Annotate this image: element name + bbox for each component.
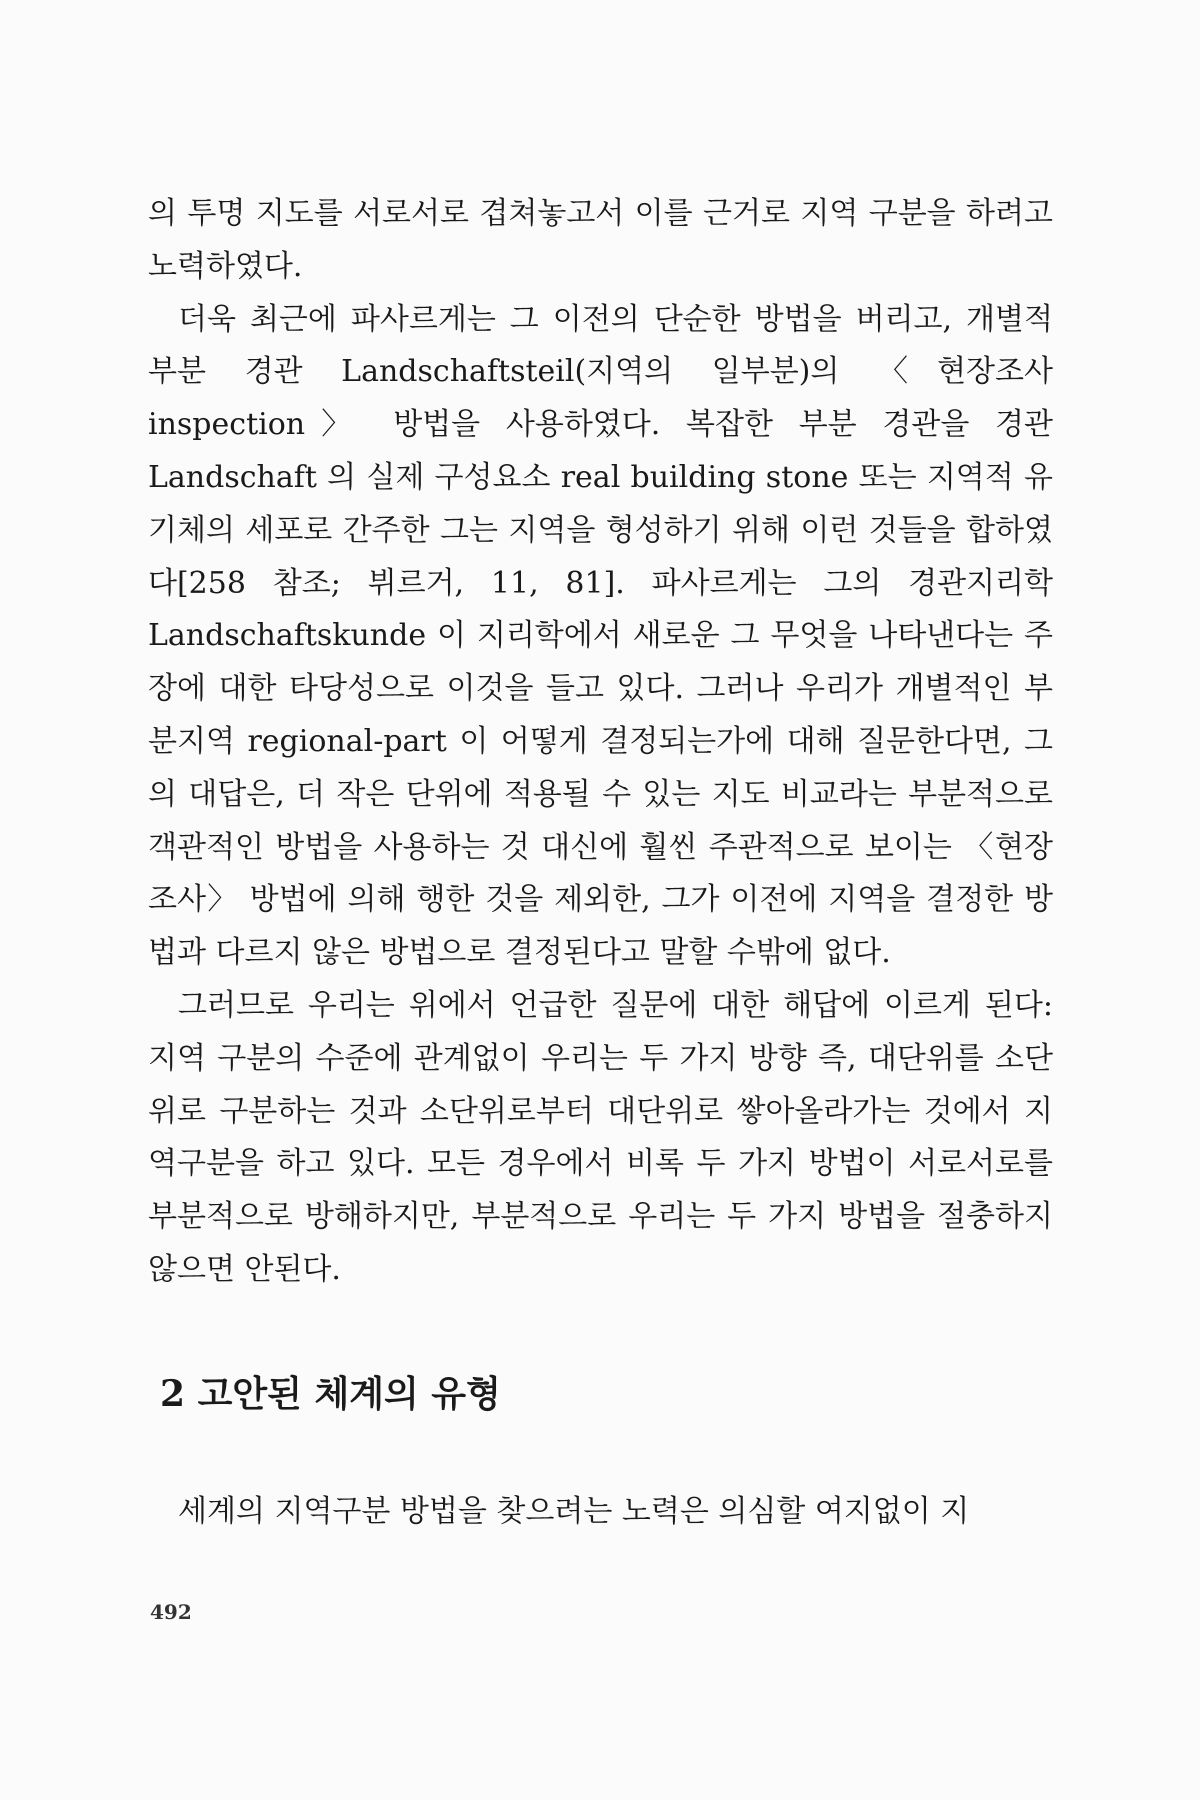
- body-text: [148, 188, 1053, 1297]
- paragraph-continued: 의 투명 지도를 서로서로 겹쳐놓고서 이를 근거로 지역 구분을 하려고 노력하였다.: [148, 196, 1053, 284]
- section-paragraph: 세계의 지역구분 방법을 찾으려는 노력은 의심할 여지없이 지: [178, 1494, 970, 1529]
- paragraph-passarge: 더욱 최근에 파사르게는 그 이전의 단순한 방법을 버리고, 개별적 부분 경관 Landschaftsteil(지역의 일부분)의 〈현장조사 inspection〉 방법을 사용하였다. 복잡한 부분 경관을 경관 Landschaft 의 실제 구성요소 real building stone 또는 지역적 유기체의 세포로 간주한 그는 지역을 형성하기 위해 이런 것들을 합하였다[258 참조; 뷔르거, 11, 81]. 파사르게는 그의 경관지리학 Landschaftskunde 이 지리학에서 새로운 그 무엇을 나타낸다는 주장에 대한 타당성으로 이것을 들고 있다. 그러나 우리가 개별적인 부분지역 regional-part 이 어떻게 결정되는가에 대해 질문한다면, 그의 대답은, 더 작은 단위에 적용될 수 있는 지도 비교라는 부분적으로 객관적인 방법을 사용하는 것 대신에 훨씬 주관적으로 보이는 〈현장조사〉 방법에 의해 행한 것을 제외한, 그가 이전에 지역을 결정한 방법과 다르지 않은 방법으로 결정된다고 말할 수밖에 없다.: [148, 301, 1053, 971]
- page-number: 492: [150, 1600, 192, 1624]
- paragraph-conclusion: 그러므로 우리는 위에서 언급한 질문에 대한 해답에 이르게 된다: 지역 구분의 수준에 관계없이 우리는 두 가지 방향 즉, 대단위를 소단위로 구분하는 것과 소단위로부터 대단위로 쌓아올라가는 것에서 지역구분을 하고 있다. 모든 경우에서 비록 두 가지 방법이 서로서로를 부분적으로 방해하지만, 부분적으로 우리는 두 가지 방법을 절충하지 않으면 안된다.: [148, 987, 1053, 1287]
- section-heading: 2 고안된 체계의 유형: [160, 1373, 501, 1415]
